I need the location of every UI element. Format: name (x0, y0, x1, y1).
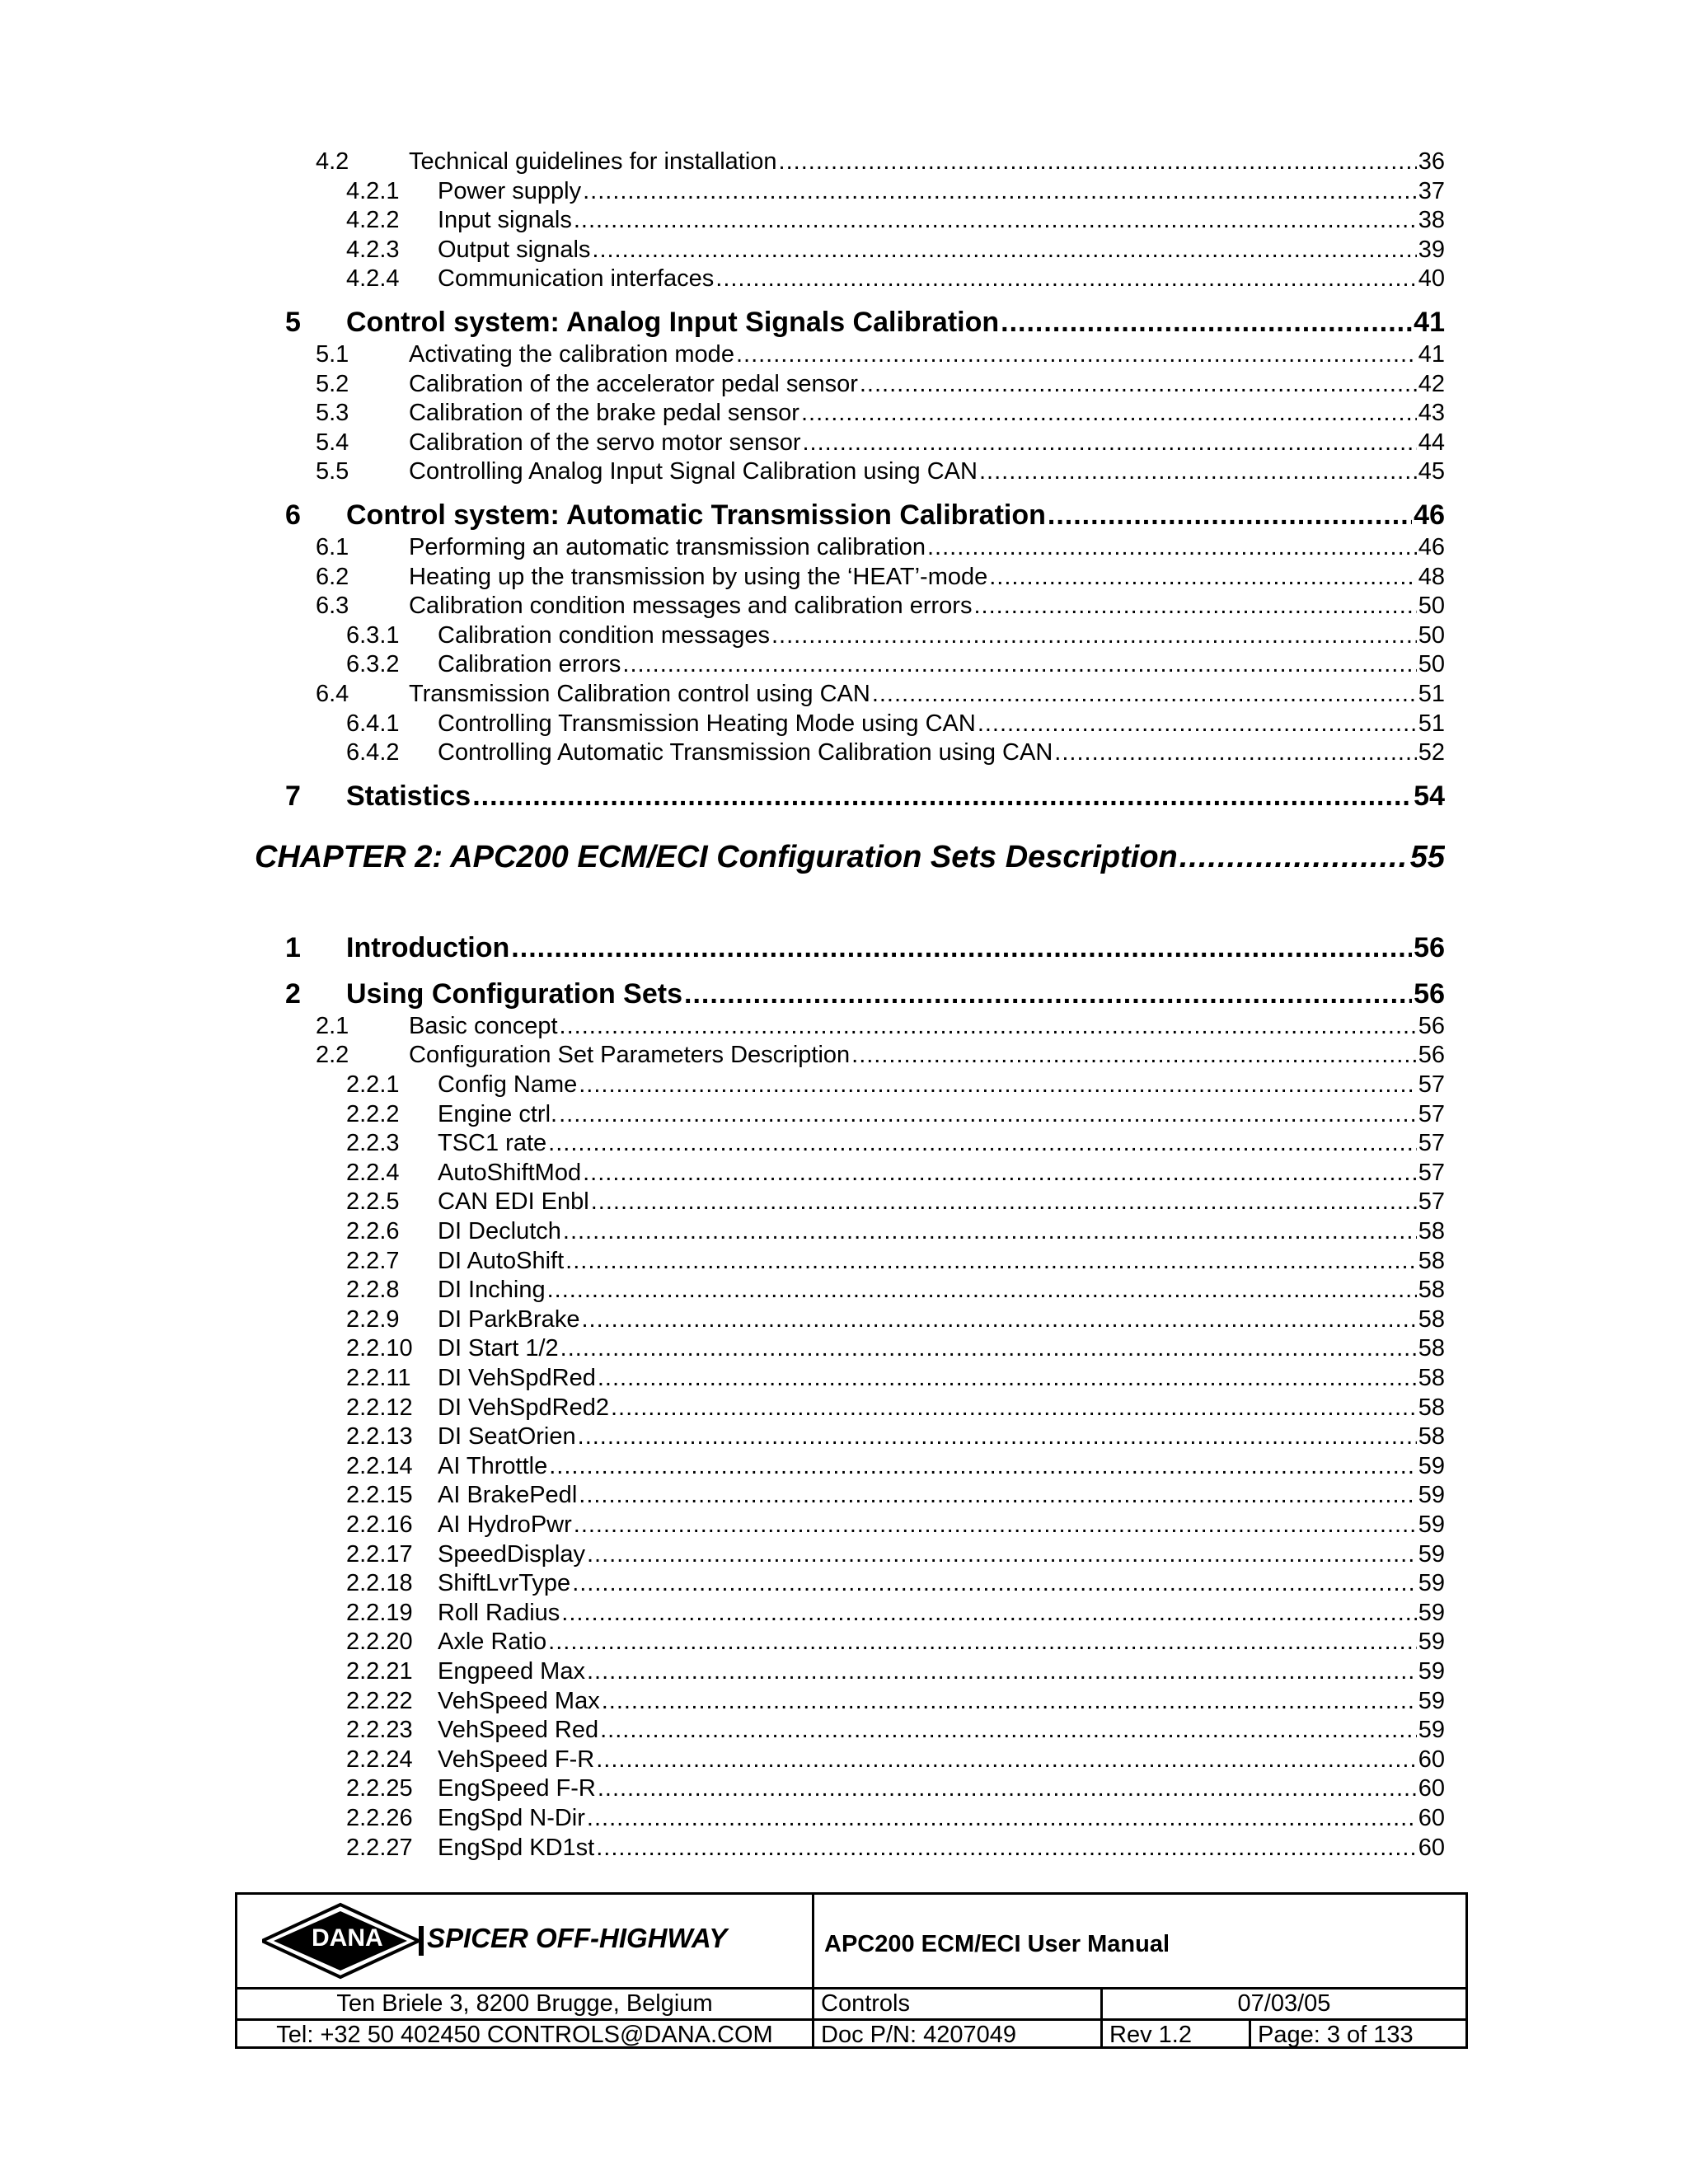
toc-entry[interactable] (285, 307, 1445, 341)
toc-dot-leader (598, 1775, 1417, 1802)
toc-entry-title: DI VehSpdRed (438, 1365, 596, 1391)
toc-entry-number: 2.1 (316, 1012, 349, 1039)
toc-entry-title: TSC1 rate (438, 1130, 547, 1157)
toc-entry-number: 5 (285, 307, 301, 338)
toc-entry[interactable] (346, 1688, 1445, 1718)
toc-entry-page: 48 (1418, 563, 1445, 590)
toc-entry-page: 44 (1418, 429, 1445, 456)
toc-entry-title: CAN EDI Enbl (438, 1188, 589, 1216)
toc-entry[interactable] (346, 1453, 1445, 1483)
toc-entry-title: Power supply (438, 177, 582, 204)
toc-entry-title: Engine ctrl. (438, 1100, 558, 1127)
toc-entry-page: 57 (1418, 1100, 1445, 1127)
toc-entry-page: 59 (1418, 1540, 1445, 1568)
toc-entry-page: 39 (1418, 236, 1445, 263)
toc-entry-title: DI Declutch (438, 1218, 561, 1244)
toc-entry-number: 2.2.14 (346, 1452, 413, 1479)
toc-dot-leader (1048, 499, 1412, 532)
toc-entry-number: 6.2 (316, 563, 349, 590)
toc-entry[interactable] (346, 1746, 1445, 1776)
toc-entry-title: Control system: Analog Input Signals Calibration (346, 307, 1000, 338)
toc-dot-leader (572, 1570, 1417, 1597)
toc-entry-title: Introduction (346, 931, 510, 963)
toc-entry-title: VehSpeed F-R (438, 1746, 595, 1773)
toc-entry-page: 59 (1418, 1511, 1445, 1538)
toc-entry-number: 2.2.10 (346, 1335, 413, 1362)
toc-dot-leader (927, 534, 1417, 561)
toc-chapter-entry[interactable] (255, 840, 1445, 879)
toc-entry-title: Config Name (438, 1071, 578, 1098)
footer-address: Ten Briele 3, 8200 Brugge, Belgium (237, 1987, 814, 2018)
toc-entry-title: Calibration condition messages (438, 621, 770, 649)
toc-entry-page: 57 (1418, 1188, 1445, 1216)
toc-entry-title: Calibration of the servo motor sensor (409, 429, 801, 456)
toc-entry-title: Calibration errors (438, 651, 621, 678)
toc-dot-leader (511, 932, 1412, 964)
toc-entry[interactable] (316, 564, 1445, 593)
toc-entry[interactable] (346, 265, 1445, 295)
toc-entry[interactable] (346, 1071, 1445, 1101)
toc-entry[interactable] (346, 1335, 1445, 1365)
toc-dot-leader (581, 1306, 1416, 1333)
toc-dot-leader (803, 429, 1417, 457)
toc-dot-leader (860, 371, 1417, 398)
toc-entry-title: Technical guidelines for installation (409, 148, 777, 175)
toc-entry-page: 57 (1418, 1159, 1445, 1186)
toc-entry-number: 2.2.12 (346, 1394, 413, 1421)
toc-entry[interactable] (346, 1482, 1445, 1511)
toc-entry-number: 6.3.2 (346, 651, 400, 678)
toc-dot-leader (563, 1218, 1417, 1245)
toc-dot-leader (547, 1277, 1417, 1304)
toc-entry[interactable] (316, 429, 1445, 459)
toc-entry[interactable] (285, 780, 1445, 815)
footer-logo-cell (237, 1895, 814, 1987)
toc-entry-number: 2 (285, 977, 301, 1010)
toc-entry[interactable] (316, 458, 1445, 488)
toc-entry-page: 41 (1414, 307, 1445, 338)
toc-dot-leader (574, 207, 1417, 234)
toc-dot-leader (1179, 840, 1409, 875)
page-footer (235, 1892, 1468, 2049)
toc-entry-number: 6.3.1 (346, 621, 400, 649)
toc-entry[interactable] (285, 499, 1445, 534)
toc-entry-title: EngSpd N-Dir (438, 1805, 585, 1831)
toc-entry-number: 2.2.20 (346, 1629, 413, 1656)
toc-entry[interactable] (316, 341, 1445, 371)
toc-entry-page: 56 (1418, 1012, 1445, 1039)
toc-entry-number: 2.2.9 (346, 1305, 400, 1333)
toc-entry[interactable] (346, 1160, 1445, 1189)
toc-entry-number: 2.2 (316, 1042, 349, 1069)
toc-entry-page: 55 (1409, 839, 1445, 874)
toc-entry-page: 59 (1418, 1717, 1445, 1744)
toc-entry-number: 2.2.3 (346, 1130, 400, 1157)
toc-dot-leader (472, 780, 1412, 813)
toc-entry-number: 2.2.2 (346, 1100, 400, 1127)
toc-dot-leader (565, 1248, 1417, 1275)
logo-company-text: SPICER OFF-HIGHWAY (427, 1923, 728, 1953)
toc-entry-title: Statistics (346, 780, 471, 812)
toc-entry-page: 58 (1418, 1394, 1445, 1421)
toc-entry[interactable] (346, 1805, 1445, 1835)
toc-entry-number: 2.2.5 (346, 1188, 400, 1216)
toc-entry-page: 46 (1414, 499, 1445, 531)
footer-revision: Rev 1.2 (1103, 2018, 1251, 2049)
toc-entry-title: Activating the calibration mode (409, 341, 734, 368)
toc-entry-page: 50 (1418, 621, 1445, 649)
toc-entry[interactable] (346, 710, 1445, 740)
toc-entry-page: 57 (1418, 1071, 1445, 1098)
toc-entry-page: 59 (1418, 1658, 1445, 1685)
toc-entry[interactable] (316, 1042, 1445, 1071)
toc-entry-title: DI Inching (438, 1277, 546, 1304)
toc-entry[interactable] (346, 1775, 1445, 1805)
toc-entry[interactable] (346, 1629, 1445, 1658)
toc-entry[interactable] (346, 1188, 1445, 1218)
toc-entry-number: 2.2.25 (346, 1775, 413, 1802)
toc-entry-title: Calibration of the accelerator pedal sensor (409, 370, 858, 397)
toc-entry-title: VehSpeed Max (438, 1687, 600, 1714)
toc-dot-leader (578, 1423, 1417, 1451)
toc-entry-number: 7 (285, 780, 301, 812)
toc-entry-number: 2.2.15 (346, 1482, 413, 1509)
toc-entry-title: CHAPTER 2: APC200 ECM/ECI Configuration Sets Description (255, 839, 1178, 874)
toc-entry-title: Controlling Analog Input Signal Calibration using CAN (409, 458, 978, 485)
toc-entry-number: 6 (285, 499, 301, 531)
toc-entry-page: 59 (1418, 1570, 1445, 1597)
toc-entry-page: 58 (1418, 1218, 1445, 1244)
toc-dot-leader (587, 1805, 1417, 1832)
toc-entry[interactable] (346, 207, 1445, 237)
toc-entry-title: Output signals (438, 236, 591, 263)
toc-entry-page: 36 (1418, 148, 1445, 175)
toc-entry[interactable] (346, 1277, 1445, 1306)
toc-entry[interactable] (346, 237, 1445, 266)
toc-dot-leader (587, 1541, 1417, 1568)
toc-entry-page: 58 (1418, 1335, 1445, 1362)
toc-entry-title: Controlling Transmission Heating Mode using CAN (438, 710, 976, 737)
toc-dot-leader (579, 1482, 1416, 1509)
toc-entry[interactable] (346, 1218, 1445, 1248)
toc-entry-title: Calibration of the brake pedal sensor (409, 400, 799, 427)
toc-entry-number: 6.4.2 (346, 739, 400, 766)
footer-doc-number: Doc P/N: 4207049 (814, 2018, 1103, 2049)
toc-dot-leader (715, 265, 1416, 293)
toc-dot-leader (559, 1101, 1417, 1128)
toc-entry[interactable] (316, 681, 1445, 710)
toc-entry-title: ShiftLvrType (438, 1570, 571, 1597)
toc-entry-title: Controlling Automatic Transmission Calibration using CAN (438, 739, 1053, 766)
toc-entry-page: 40 (1418, 265, 1445, 293)
toc-entry-number: 5.2 (316, 370, 349, 397)
toc-entry-title: DI ParkBrake (438, 1305, 580, 1333)
toc-entry-page: 42 (1418, 370, 1445, 397)
toc-entry-title: Input signals (438, 207, 572, 234)
toc-entry[interactable] (316, 1013, 1445, 1043)
toc-entry-title: Performing an automatic transmission calibration (409, 534, 926, 560)
toc-entry-page: 51 (1418, 681, 1445, 707)
toc-entry-number: 2.2.7 (346, 1247, 400, 1274)
toc-entry[interactable] (346, 1101, 1445, 1131)
toc-entry-title: EngSpd KD1st (438, 1834, 595, 1861)
toc-entry-page: 52 (1418, 739, 1445, 766)
toc-entry-number: 4.2.1 (346, 177, 400, 204)
toc-entry-number: 6.4 (316, 681, 349, 707)
toc-entry-page: 56 (1414, 977, 1445, 1010)
toc-entry-page: 58 (1418, 1277, 1445, 1304)
toc-entry-page: 59 (1418, 1482, 1445, 1509)
dana-logo (262, 1901, 773, 1980)
toc-entry-page: 56 (1418, 1042, 1445, 1069)
toc-dot-leader (872, 681, 1417, 708)
toc-dot-leader (579, 1071, 1416, 1099)
toc-entry-number: 6.1 (316, 534, 349, 560)
toc-entry[interactable] (346, 739, 1445, 769)
toc-entry[interactable] (346, 1570, 1445, 1600)
toc-dot-leader (771, 622, 1417, 649)
toc-dot-leader (978, 710, 1417, 738)
toc-entry[interactable] (346, 1130, 1445, 1160)
toc-dot-leader (622, 651, 1416, 678)
toc-entry-page: 46 (1418, 534, 1445, 560)
toc-entry-number: 4.2.4 (346, 265, 400, 293)
toc-entry-title: EngSpeed F-R (438, 1775, 596, 1802)
toc-dot-leader (1001, 307, 1412, 339)
toc-dot-leader (801, 400, 1417, 427)
toc-dot-leader (548, 1130, 1417, 1157)
footer-contact: Tel: +32 50 402450 CONTROLS@DANA.COM (237, 2018, 814, 2049)
toc-entry-number: 2.2.16 (346, 1511, 413, 1538)
toc-entry-title: AI Throttle (438, 1452, 548, 1479)
toc-entry-page: 45 (1418, 458, 1445, 485)
toc-entry-page: 50 (1418, 651, 1445, 678)
toc-entry-title: AI BrakePedl (438, 1482, 578, 1509)
toc-dot-leader (560, 1335, 1417, 1362)
toc-entry-title: Calibration condition messages and calibration errors (409, 593, 973, 620)
toc-entry-page: 41 (1418, 341, 1445, 368)
toc-entry[interactable] (285, 978, 1445, 1013)
toc-entry-title: Transmission Calibration control using CAN (409, 681, 870, 707)
toc-dot-leader (979, 458, 1417, 485)
toc-entry-number: 2.2.18 (346, 1570, 413, 1597)
toc-dot-leader (583, 178, 1417, 205)
toc-entry-title: Heating up the transmission by using the ‘HEAT’-mode (409, 563, 988, 590)
toc-entry-title: Configuration Set Parameters Description (409, 1042, 851, 1069)
toc-entry-title: Axle Ratio (438, 1629, 547, 1656)
toc-entry-number: 2.2.8 (346, 1277, 400, 1304)
toc-entry[interactable] (346, 1365, 1445, 1394)
toc-dot-leader (583, 1160, 1417, 1187)
toc-dot-leader (596, 1835, 1417, 1862)
toc-entry-title: VehSpeed Red (438, 1717, 599, 1744)
toc-dot-leader (989, 564, 1416, 591)
toc-entry[interactable] (346, 178, 1445, 208)
toc-entry-number: 4.2.3 (346, 236, 400, 263)
toc-entry-page: 57 (1418, 1130, 1445, 1157)
toc-entry-title: DI Start 1/2 (438, 1335, 559, 1362)
toc-entry[interactable] (316, 371, 1445, 401)
toc-entry[interactable] (346, 1306, 1445, 1336)
toc-dot-leader (973, 593, 1416, 620)
toc-entry-title: DI AutoShift (438, 1247, 565, 1274)
toc-entry[interactable] (316, 534, 1445, 564)
toc-entry-number: 2.2.19 (346, 1599, 413, 1626)
toc-entry-page: 37 (1418, 177, 1445, 204)
toc-dot-leader (560, 1013, 1417, 1040)
toc-entry-number: 4.2 (316, 148, 349, 175)
toc-entry-number: 2.2.11 (346, 1365, 411, 1391)
footer-date: 07/03/05 (1103, 1987, 1465, 2018)
toc-entry-page: 59 (1418, 1599, 1445, 1626)
toc-entry-number: 2.2.24 (346, 1746, 413, 1773)
toc-entry-page: 58 (1418, 1365, 1445, 1391)
toc-dot-leader (587, 1658, 1417, 1685)
toc-dot-leader (684, 978, 1412, 1010)
toc-entry[interactable] (346, 1394, 1445, 1424)
toc-entry-page: 51 (1418, 710, 1445, 737)
toc-entry-page: 50 (1418, 593, 1445, 620)
toc-entry-number: 5.5 (316, 458, 349, 485)
toc-entry-title: Engpeed Max (438, 1658, 585, 1685)
toc-dot-leader (602, 1688, 1417, 1715)
toc-entry-title: DI SeatOrien (438, 1423, 576, 1451)
logo-brand-text: DANA (312, 1924, 383, 1952)
toc-entry-page: 60 (1418, 1775, 1445, 1802)
toc-entry-number: 5.3 (316, 400, 349, 427)
toc-entry-number: 2.2.6 (346, 1218, 400, 1244)
toc-dot-leader (611, 1394, 1417, 1422)
toc-dot-leader (549, 1453, 1416, 1480)
toc-dot-leader (598, 1365, 1417, 1392)
toc-entry[interactable] (346, 1658, 1445, 1688)
toc-entry-number: 6.4.1 (346, 710, 400, 737)
toc-entry-number: 4.2.2 (346, 207, 400, 234)
toc-entry-title: Communication interfaces (438, 265, 715, 293)
toc-dot-leader (548, 1629, 1417, 1656)
toc-entry-title: AutoShiftMod (438, 1159, 582, 1186)
toc-entry[interactable] (346, 1600, 1445, 1629)
toc-dot-leader (596, 1746, 1417, 1774)
toc-entry-title: AI HydroPwr (438, 1511, 572, 1538)
toc-entry[interactable] (316, 593, 1445, 622)
toc-entry-number: 2.2.27 (346, 1834, 413, 1861)
toc-entry-page: 59 (1418, 1687, 1445, 1714)
footer-department: Controls (814, 1987, 1103, 2018)
toc-entry[interactable] (346, 622, 1445, 652)
toc-entry-page: 60 (1418, 1805, 1445, 1831)
toc-entry-page: 59 (1418, 1629, 1445, 1656)
toc-dot-leader (1054, 739, 1416, 766)
toc-entry-number: 2.2.13 (346, 1423, 413, 1451)
toc-entry[interactable] (346, 1423, 1445, 1453)
toc-entry[interactable] (346, 1248, 1445, 1277)
toc-entry[interactable] (346, 1835, 1445, 1864)
toc-dot-leader (736, 341, 1417, 368)
toc-entry-title: Roll Radius (438, 1599, 560, 1626)
toc-entry-number: 2.2.21 (346, 1658, 413, 1685)
toc-entry[interactable] (285, 932, 1445, 967)
toc-entry-page: 58 (1418, 1247, 1445, 1274)
toc-entry-number: 5.1 (316, 341, 349, 368)
toc-entry[interactable] (316, 400, 1445, 429)
toc-dot-leader (574, 1511, 1417, 1539)
toc-entry-page: 58 (1418, 1423, 1445, 1451)
toc-entry-number: 2.2.22 (346, 1687, 413, 1714)
toc-entry-page: 56 (1414, 931, 1445, 963)
toc-entry-title: Basic concept (409, 1012, 558, 1039)
toc-entry[interactable] (346, 1717, 1445, 1746)
toc-entry-number: 2.2.23 (346, 1717, 413, 1744)
toc-entry-page: 58 (1418, 1305, 1445, 1333)
manual-title: APC200 ECM/ECI User Manual (824, 1931, 1170, 1957)
toc-entry-title: DI VehSpdRed2 (438, 1394, 609, 1421)
toc-entry-title: Using Configuration Sets (346, 977, 682, 1010)
toc-entry[interactable] (316, 148, 1445, 178)
toc-entry[interactable] (346, 1511, 1445, 1541)
toc-dot-leader (591, 1188, 1417, 1216)
toc-entry-number: 2.2.17 (346, 1540, 413, 1568)
toc-entry-number: 6.3 (316, 593, 349, 620)
toc-entry-page: 38 (1418, 207, 1445, 234)
toc-dot-leader (561, 1600, 1416, 1627)
toc-entry-page: 59 (1418, 1452, 1445, 1479)
toc-entry-number: 2.2.4 (346, 1159, 400, 1186)
toc-entry-title: SpeedDisplay (438, 1540, 585, 1568)
toc-dot-leader (779, 148, 1417, 176)
toc-entry-number: 2.2.1 (346, 1071, 400, 1098)
toc-dot-leader (592, 237, 1416, 264)
toc-entry[interactable] (346, 651, 1445, 681)
toc-entry-number: 1 (285, 931, 301, 963)
toc-entry-page: 60 (1418, 1834, 1445, 1861)
toc-dot-leader (851, 1042, 1417, 1069)
footer-page-info: Page: 3 of 133 (1251, 2018, 1465, 2049)
toc-entry-page: 54 (1414, 780, 1445, 812)
toc-entry-number: 5.4 (316, 429, 349, 456)
toc-entry-title: Control system: Automatic Transmission Calibration (346, 499, 1046, 531)
toc-entry-number: 2.2.26 (346, 1805, 413, 1831)
toc-entry-page: 60 (1418, 1746, 1445, 1773)
toc-dot-leader (600, 1717, 1417, 1744)
toc-entry[interactable] (346, 1541, 1445, 1571)
toc-entry-page: 43 (1418, 400, 1445, 427)
